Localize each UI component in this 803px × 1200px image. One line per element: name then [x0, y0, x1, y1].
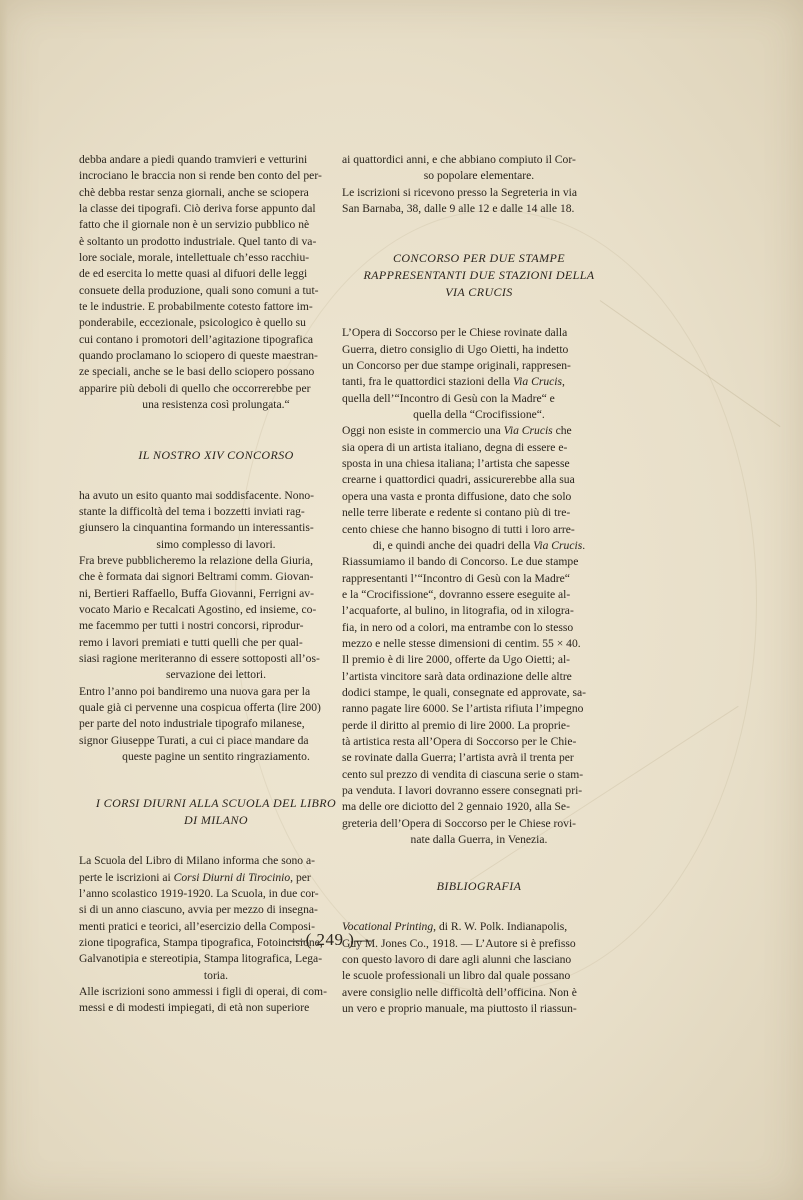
text-line: la classe dei tipografi. Ciò deriva forse appunto dal — [79, 202, 316, 216]
text-line: ni, Bertieri Raffaello, Buffa Giovanni, Ferrigni av- — [79, 586, 314, 600]
text-line: Fra breve pubblicheremo la relazione della Giuria, — [79, 553, 314, 567]
text-run: . — [582, 538, 586, 552]
text-line: chè debba restar senza giornali, anche se sciopera — [79, 185, 309, 199]
text-line: signor Giuseppe Turati, a cui ci piace mandare da — [79, 733, 309, 747]
text-line: Riassumiamo il bando di Concorso. Le due stampe — [342, 555, 579, 569]
text-line: Alle iscrizioni sono ammessi i figli di operai, di com- — [79, 985, 327, 999]
text-line: cui contano i promotori dell’agitazione tipografica — [79, 332, 314, 346]
text-line: zione tipografica, Stampa tipografica, Fotoincisione, — [79, 936, 323, 950]
text-line: consuete della produzione, quali sono comuni a tut- — [79, 283, 319, 297]
text-line: si di un anno ciascuno, avvia per mezzo di insegna- — [79, 903, 318, 917]
text-line: Le iscrizioni si ricevono presso la Segreteria in via — [342, 185, 578, 199]
text-line: cento chiese che hanno bisogno di tutti i loro arre- — [342, 522, 575, 536]
text-line: fia, in nero od a colori, ma entrambe con lo stesso — [342, 620, 574, 634]
text-line: l’acquaforte, al bulino, in litografia, od in xilogra- — [342, 604, 574, 618]
text-line: Guy M. Jones Co., 1918. — L’Autore si è prefisso — [342, 936, 576, 950]
text-line-last: so popolare elementare. — [423, 169, 535, 183]
text-line: debba andare a piedi quando tramvieri e vetturini — [79, 153, 308, 166]
italic-title: Via Crucis — [503, 424, 553, 438]
text-run: , di R. W. Polk. Indianapolis, — [433, 920, 568, 934]
text-line: apparire più deboli di quello che occorrerebbe per — [79, 381, 311, 395]
paragraph-giuria — [79, 553, 353, 684]
text-line: per parte del noto industriale tipografo milanese, — [79, 717, 305, 731]
text-line: ranno pagate lire 6000. Se l’artista rifiuta l’impegno — [342, 702, 584, 716]
text-line: L’Opera di Soccorso per le Chiese rovinate dalla — [342, 326, 568, 340]
text-line: ze speciali, anche se le basi dello sciopero possano — [79, 365, 315, 379]
paragraph-scuola-libro — [79, 853, 353, 984]
text-run: che — [552, 424, 572, 438]
text-line-last: quella della “Crocifissione“. — [413, 408, 545, 422]
text-line: dodici stampe, le quali, consegnate ed approvate, sa- — [342, 685, 587, 699]
paragraph-opera-soccorso — [342, 325, 616, 423]
heading-concorso-stampe: CONCORSO PER DUE STAMPE — [393, 251, 565, 266]
text-line: vocato Mario e Recalcati Agostino, ed insieme, co- — [79, 602, 317, 616]
text-line: opera una vasta e pronta diffusione, dato che solo — [342, 489, 572, 503]
text-line-last: queste pagine un sentito ringraziamento. — [122, 750, 310, 763]
text-line: me facemmo per tutti i nostri concorsi, riprodur- — [79, 619, 304, 633]
text-line: remo i lavori premiati e tutti quelli che per qual- — [79, 635, 303, 649]
text-line-last: una resistenza così prolungata.“ — [142, 398, 290, 412]
italic-title: Vocational Printing — [342, 920, 434, 934]
text-line: perde il diritto al premio di lire 2000. La proprie- — [342, 718, 570, 732]
text-line: siasi ragione meriteranno di essere sottoposti all’os- — [79, 651, 320, 665]
right-column — [342, 152, 616, 1017]
paragraph-via-crucis — [342, 423, 616, 554]
paragraph-bando — [342, 554, 616, 848]
text-line: La Scuola del Libro di Milano informa che sono a- — [79, 854, 315, 868]
paragraph-sciopero — [79, 152, 353, 414]
text-line: incrociano le braccia non si rende ben conto del per- — [79, 169, 322, 183]
italic-title: Corsi Diurni di Tirocinio — [173, 870, 291, 884]
page-number: —( 249 )— — [288, 930, 372, 949]
text-run: Oggi non esiste in commercio una — [342, 424, 504, 438]
text-line: un vero e proprio manuale, ma piuttosto il riassun- — [342, 1002, 577, 1016]
text-line: ai quattordici anni, e che abbiano compiuto il Cor- — [342, 153, 576, 166]
text-run: , per — [290, 870, 311, 884]
italic-title: Via Crucis — [533, 538, 583, 552]
text-line: rappresentanti l’“Incontro di Gesù con la Madre“ — [342, 571, 570, 585]
italic-title: Via Crucis — [512, 375, 563, 389]
paragraph-segreteria — [342, 185, 616, 218]
text-line: sposta in una chiesa italiana; l’artista che sapesse — [342, 457, 570, 471]
text-line: e la “Crocifissione“, dovranno essere eseguite al- — [342, 587, 571, 601]
text-line: sia opera di un artista italiano, degna di essere e- — [342, 440, 568, 454]
text-run: , — [562, 375, 565, 389]
text-line: ma delle ore diciotto del 2 gennaio 1920, alla Se- — [342, 800, 570, 814]
heading-concorso: IL NOSTRO XIV CONCORSO — [138, 447, 294, 462]
text-line — [79, 870, 353, 886]
text-line: Guerra, dietro consiglio di Ugo Oietti, ha indetto — [342, 342, 569, 356]
text-line-last — [342, 538, 616, 554]
text-line: è soltanto un prodotto industriale. Quel tanto di va- — [79, 234, 317, 248]
text-line: Entro l’anno poi bandiremo una nuova gara per la — [79, 684, 311, 698]
text-line-last: toria. — [203, 968, 229, 982]
text-line: le scuole professionali un libro dal quale possano — [342, 969, 571, 983]
heading-corsi-diurni-2: DI MILANO — [184, 813, 248, 828]
text-line — [342, 423, 616, 439]
text-line: nelle terre liberate e redente si contano più di tre- — [342, 506, 571, 520]
text-line: Il premio è di lire 2000, offerte da Ugo Oietti; al- — [342, 653, 571, 667]
text-line: quella dell’“Incontro di Gesù con la Madre“ e — [342, 391, 555, 405]
text-line: giunsero la cinquantina formando un interessantis- — [79, 521, 314, 535]
text-line-last: nate dalla Guerra, in Venezia. — [410, 833, 548, 847]
text-line: un Concorso per due stampe originali, rappresen- — [342, 359, 571, 373]
paragraph-esito — [79, 488, 353, 553]
left-column — [79, 152, 353, 1017]
text-line — [342, 374, 616, 390]
text-line: ponderabile, eccezionale, psicologico è quello su — [79, 316, 306, 330]
text-line: menti pratici e teorici, all’esercizio della Composi- — [79, 919, 315, 933]
text-line: se rovinate dalla Guerra; l’artista avrà il trenta per — [342, 751, 574, 765]
text-line: che è formata dai signori Beltrami comm. Giovan- — [79, 570, 314, 584]
paragraph-iscrizioni — [79, 984, 353, 1017]
text-line: avere consiglio nelle difficoltà dell’officina. Non è — [342, 985, 577, 999]
heading-concorso-stampe-3: VIA CRUCIS — [445, 285, 513, 300]
text-line: crearne i quattordici quadri, assicurerebbe alla sua — [342, 473, 575, 487]
text-line: lore sociale, morale, intellettuale ch’esso racchiu- — [79, 251, 310, 265]
text-line: pa venduta. I lavori dovranno essere consegnati pri- — [342, 784, 583, 797]
text-line: con questo lavoro di dare agli alunni che lasciano — [342, 953, 572, 967]
text-line: cento sul prezzo di vendita di ciascuna serie o stam- — [342, 767, 584, 781]
text-run: perte le iscrizioni ai — [79, 870, 174, 884]
text-run: di, e quindi anche dei quadri della — [372, 538, 534, 552]
text-line: messi e di modesti impiegati, di età non superiore — [79, 1001, 310, 1015]
paragraph-nuova-gara — [79, 684, 353, 766]
text-line: l’artista vincitore sarà data ordinazione delle altre — [342, 669, 572, 683]
text-line: Galvanotipia e stereotipia, Stampa litografica, Lega- — [79, 952, 323, 966]
text-line: te le industrie. E probabilmente cotesto fattore im- — [79, 300, 313, 314]
text-line: San Barnaba, 38, dalle 9 alle 12 e dalle 14 alle 18. — [342, 202, 575, 216]
text-line: mezzo e nelle stesse dimensioni di centim. 55 × 40. — [342, 636, 581, 650]
text-line: greteria dell’Opera di Soccorso per le Chiese rovi- — [342, 816, 577, 830]
text-line: fatto che il giornale non è un servizio pubblico nè — [79, 218, 310, 232]
text-line: quando proclamano lo sciopero di queste maestran- — [79, 349, 318, 363]
text-line-last: simo complesso di lavori. — [156, 537, 276, 551]
text-line-last: servazione dei lettori. — [165, 668, 267, 682]
heading-concorso-stampe-2: RAPPRESENTANTI DUE STAZIONI DELLA — [363, 268, 595, 283]
text-run: tanti, fra le quattordici stazioni della — [342, 375, 513, 389]
heading-corsi-diurni: I CORSI DIURNI ALLA SCUOLA DEL LIBRO — [95, 796, 337, 811]
text-line: de ed esercita lo mette quasi al difuori delle leggi — [79, 267, 308, 281]
text-line: ha avuto un esito quanto mai soddisfacente. Nono- — [79, 488, 315, 502]
text-line: l’anno scolastico 1919-1920. La Scuola, in due cor- — [79, 887, 319, 901]
text-line: stante la difficoltà del tema i bozzetti inviati rag- — [79, 504, 305, 518]
text-line: quale già ci pervenne una cospicua offerta (lire 200) — [79, 700, 321, 714]
paragraph-eta — [342, 152, 616, 185]
page-edge-shadow — [0, 0, 8, 1200]
heading-bibliografia: BIBLIOGRAFIA — [436, 879, 522, 894]
text-line: tà artistica resta all’Opera di Soccorso per le Chie- — [342, 734, 577, 748]
